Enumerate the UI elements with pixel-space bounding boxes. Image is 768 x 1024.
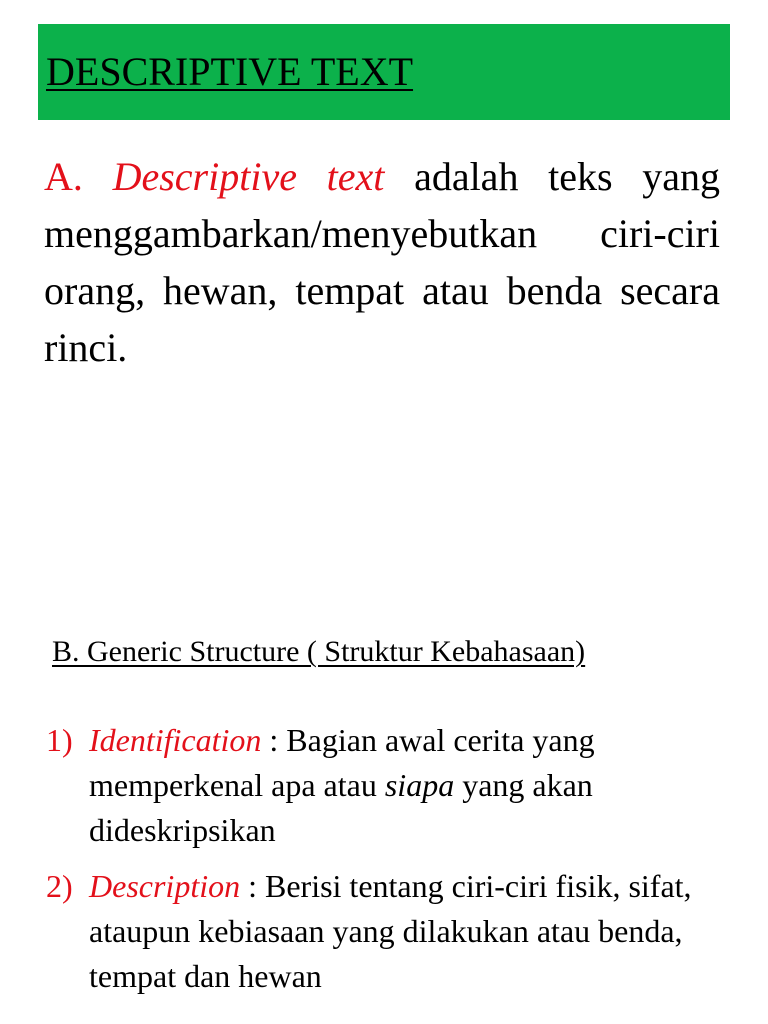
- slide-title: DESCRIPTIVE TEXT: [46, 49, 414, 94]
- item-text-end: yang akan dideskripsikan: [89, 767, 593, 848]
- item-text: Bagian awal cerita yang memperkenal apa atau: [89, 722, 595, 803]
- item-term: Identification: [89, 722, 262, 758]
- item-separator: :: [240, 868, 265, 904]
- structure-heading: B. Generic Structure ( Struktur Kebahasaan): [52, 635, 586, 668]
- structure-item-identification: [46, 718, 736, 853]
- item-term: Description: [89, 868, 241, 904]
- definition-paragraph: [44, 148, 720, 376]
- item-separator: :: [261, 722, 287, 758]
- item-emphasis: siapa: [384, 767, 455, 803]
- title-banner: [38, 24, 730, 120]
- item-text: Berisi tentang ciri-ciri fisik, sifat, ataupun kebiasaan yang dilakukan atau benda, tempat dan hewan: [89, 868, 692, 994]
- item-number: 2): [46, 868, 73, 904]
- structure-item-description: [46, 864, 736, 999]
- definition-term: Descriptive text: [112, 154, 385, 199]
- definition-text: adalah teks yang menggambarkan/menyebutkan ciri-ciri orang, hewan, tempat atau benda secara rinci.: [44, 154, 720, 370]
- definition-marker: A.: [44, 154, 83, 199]
- item-number: 1): [46, 722, 73, 758]
